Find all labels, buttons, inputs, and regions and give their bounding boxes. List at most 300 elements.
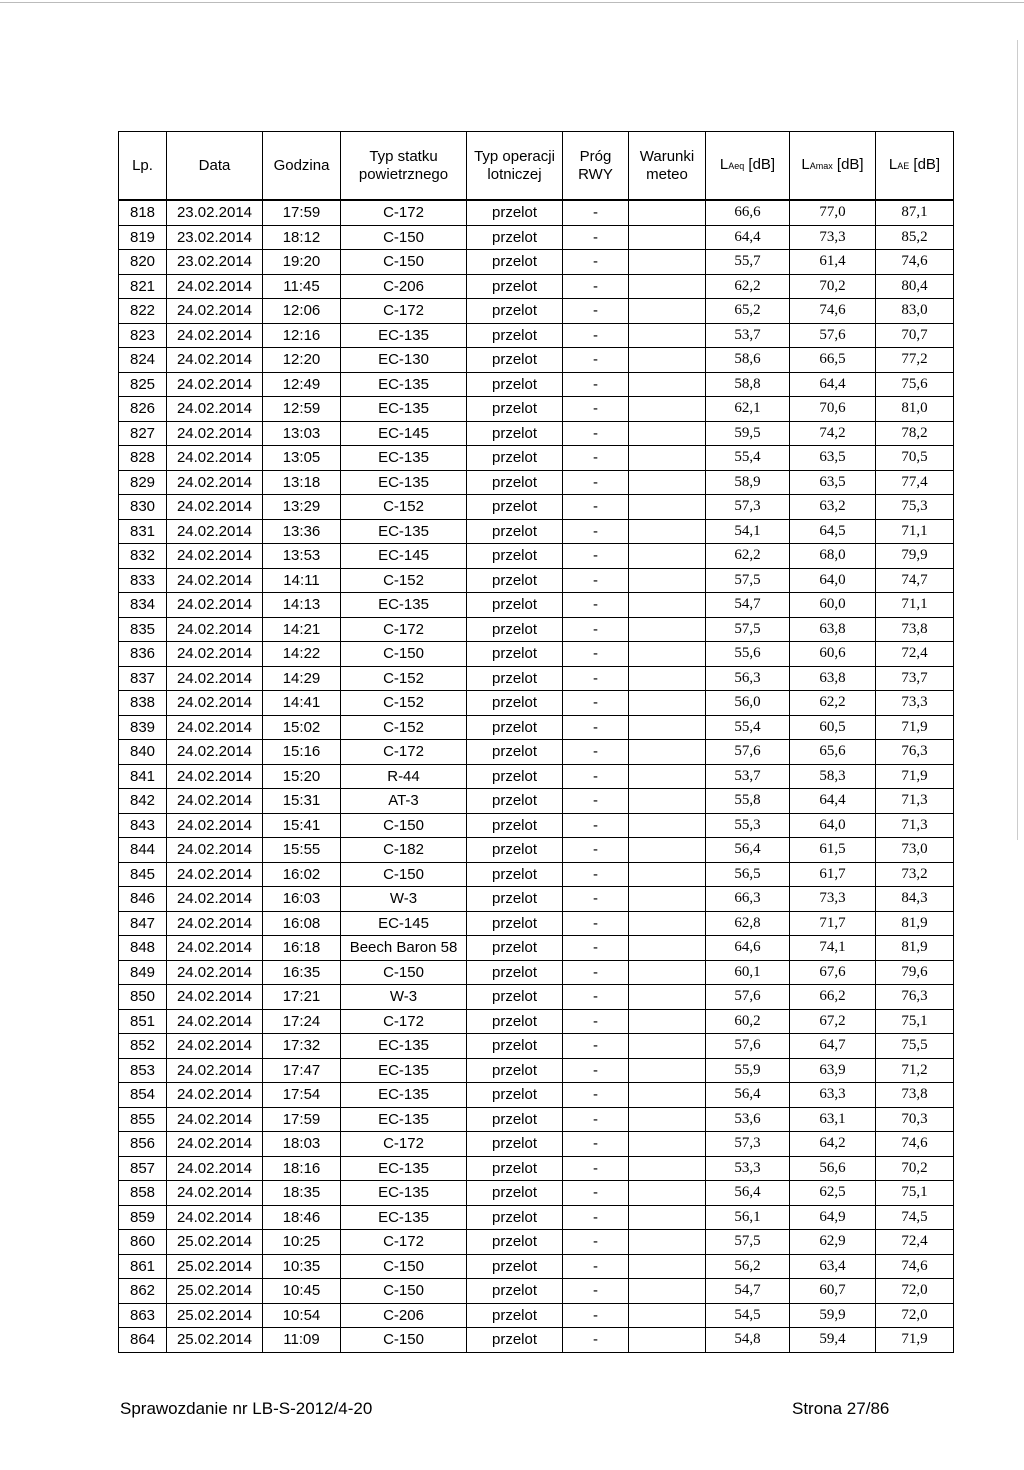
table-cell: 12:06 <box>263 299 341 324</box>
table-cell: 58,9 <box>706 470 790 495</box>
table-cell: przelot <box>467 838 563 863</box>
table-cell <box>629 1156 706 1181</box>
table-cell: - <box>563 568 629 593</box>
table-cell: 74,1 <box>790 936 876 961</box>
table-cell: 24.02.2014 <box>167 1009 263 1034</box>
table-cell: 843 <box>119 813 167 838</box>
table-row <box>119 1132 954 1157</box>
table-cell: 70,7 <box>876 323 954 348</box>
table-cell: 17:32 <box>263 1034 341 1059</box>
table-cell: 13:29 <box>263 495 341 520</box>
table-cell: 55,3 <box>706 813 790 838</box>
table-cell: 15:31 <box>263 789 341 814</box>
table-cell: 75,3 <box>876 495 954 520</box>
table-cell: 53,3 <box>706 1156 790 1181</box>
table-cell: 76,3 <box>876 985 954 1010</box>
table-cell <box>629 960 706 985</box>
table-cell: 838 <box>119 691 167 716</box>
table-row <box>119 862 954 887</box>
table-cell: 55,6 <box>706 642 790 667</box>
table-cell: 57,5 <box>706 1230 790 1255</box>
table-cell: 18:35 <box>263 1181 341 1206</box>
table-cell: 18:46 <box>263 1205 341 1230</box>
table-cell <box>629 348 706 373</box>
column-header-label: L <box>801 156 810 173</box>
table-cell: 64,5 <box>790 519 876 544</box>
table-cell: przelot <box>467 372 563 397</box>
report-number: Sprawozdanie nr LB-S-2012/4-20 <box>120 1399 373 1418</box>
table-cell: C-150 <box>341 250 467 275</box>
table-cell: 18:16 <box>263 1156 341 1181</box>
table-cell: 24.02.2014 <box>167 617 263 642</box>
table-cell: EC-135 <box>341 323 467 348</box>
column-header <box>876 132 954 201</box>
table-cell: 24.02.2014 <box>167 1132 263 1157</box>
column-header-subscript: AE <box>897 161 910 171</box>
table-row <box>119 568 954 593</box>
table-cell <box>629 887 706 912</box>
table-cell: 75,6 <box>876 372 954 397</box>
table-cell: - <box>563 299 629 324</box>
table-cell: - <box>563 617 629 642</box>
table-cell: 17:21 <box>263 985 341 1010</box>
table-cell: 23.02.2014 <box>167 250 263 275</box>
table-cell: 77,4 <box>876 470 954 495</box>
table-cell: przelot <box>467 568 563 593</box>
table-cell: 55,9 <box>706 1058 790 1083</box>
table-cell <box>629 299 706 324</box>
table-cell <box>629 1034 706 1059</box>
table-cell: 861 <box>119 1254 167 1279</box>
table-cell: - <box>563 372 629 397</box>
table-cell: 24.02.2014 <box>167 299 263 324</box>
table-cell: 24.02.2014 <box>167 887 263 912</box>
table-cell: 60,0 <box>790 593 876 618</box>
table-cell: 66,3 <box>706 887 790 912</box>
table-cell: przelot <box>467 813 563 838</box>
table-cell: - <box>563 666 629 691</box>
table-cell: 59,4 <box>790 1328 876 1353</box>
table-cell: C-152 <box>341 495 467 520</box>
table-cell <box>629 1009 706 1034</box>
table-cell: 71,9 <box>876 764 954 789</box>
table-cell <box>629 1132 706 1157</box>
table-cell: 16:18 <box>263 936 341 961</box>
table-cell: EC-135 <box>341 1181 467 1206</box>
table-cell: - <box>563 813 629 838</box>
table-cell: przelot <box>467 274 563 299</box>
table-row <box>119 593 954 618</box>
table-cell: przelot <box>467 397 563 422</box>
table-cell: 62,2 <box>706 544 790 569</box>
table-cell: 15:20 <box>263 764 341 789</box>
table-cell: 12:20 <box>263 348 341 373</box>
table-cell: 75,1 <box>876 1009 954 1034</box>
table-cell: - <box>563 691 629 716</box>
table-cell: 24.02.2014 <box>167 1058 263 1083</box>
table-row <box>119 1181 954 1206</box>
table-cell: 24.02.2014 <box>167 372 263 397</box>
table-cell: EC-135 <box>341 1058 467 1083</box>
table-cell: 846 <box>119 887 167 912</box>
table-cell: 62,1 <box>706 397 790 422</box>
table-cell: 54,7 <box>706 1279 790 1304</box>
table-cell: przelot <box>467 544 563 569</box>
table-cell <box>629 274 706 299</box>
table-cell: przelot <box>467 642 563 667</box>
column-header <box>341 132 467 201</box>
table-cell: Beech Baron 58 <box>341 936 467 961</box>
table-row <box>119 1205 954 1230</box>
table-cell: - <box>563 1009 629 1034</box>
table-cell <box>629 200 706 225</box>
table-cell: 63,1 <box>790 1107 876 1132</box>
table-cell: 864 <box>119 1328 167 1353</box>
table-cell: 12:16 <box>263 323 341 348</box>
table-cell <box>629 225 706 250</box>
table-cell <box>629 813 706 838</box>
table-cell: 17:59 <box>263 200 341 225</box>
table-cell: 14:29 <box>263 666 341 691</box>
table-cell: 860 <box>119 1230 167 1255</box>
table-cell: EC-145 <box>341 544 467 569</box>
table-row <box>119 348 954 373</box>
table-row <box>119 960 954 985</box>
table-cell: EC-135 <box>341 470 467 495</box>
table-row <box>119 1254 954 1279</box>
table-cell: 64,4 <box>706 225 790 250</box>
table-cell: 60,7 <box>790 1279 876 1304</box>
table-cell: 24.02.2014 <box>167 495 263 520</box>
table-cell: - <box>563 1083 629 1108</box>
table-cell: 842 <box>119 789 167 814</box>
table-cell: 25.02.2014 <box>167 1230 263 1255</box>
table-cell: 64,4 <box>790 372 876 397</box>
table-cell: 57,5 <box>706 617 790 642</box>
table-cell: 73,8 <box>876 1083 954 1108</box>
table-cell: 13:18 <box>263 470 341 495</box>
table-cell: 74,6 <box>876 1132 954 1157</box>
table-cell: przelot <box>467 666 563 691</box>
table-cell: 24.02.2014 <box>167 789 263 814</box>
table-cell: 56,3 <box>706 666 790 691</box>
table-cell: 56,4 <box>706 838 790 863</box>
table-cell: - <box>563 789 629 814</box>
table-cell: 18:12 <box>263 225 341 250</box>
column-header-label: Typ statku powietrznego <box>358 147 449 183</box>
table-cell: 828 <box>119 446 167 471</box>
table-cell: - <box>563 1034 629 1059</box>
table-cell: - <box>563 764 629 789</box>
column-header <box>119 132 167 201</box>
table-cell: 63,8 <box>790 666 876 691</box>
table-cell: przelot <box>467 225 563 250</box>
table-cell: 24.02.2014 <box>167 1205 263 1230</box>
table-cell: 70,6 <box>790 397 876 422</box>
table-cell: przelot <box>467 495 563 520</box>
table-cell: 73,3 <box>790 225 876 250</box>
table-cell <box>629 838 706 863</box>
table-cell: 830 <box>119 495 167 520</box>
table-cell: C-150 <box>341 1328 467 1353</box>
table-cell: 71,3 <box>876 789 954 814</box>
table-cell: 845 <box>119 862 167 887</box>
table-cell: 859 <box>119 1205 167 1230</box>
table-cell: C-150 <box>341 862 467 887</box>
table-cell: 837 <box>119 666 167 691</box>
table-cell: EC-135 <box>341 1034 467 1059</box>
table-cell: 63,9 <box>790 1058 876 1083</box>
table-cell: 835 <box>119 617 167 642</box>
table-cell: przelot <box>467 421 563 446</box>
column-header-label: Data <box>198 156 231 174</box>
table-row <box>119 544 954 569</box>
table-cell: 59,9 <box>790 1303 876 1328</box>
table-cell: 848 <box>119 936 167 961</box>
table-cell: 85,2 <box>876 225 954 250</box>
table-cell <box>629 568 706 593</box>
table-cell <box>629 544 706 569</box>
table-cell: 80,4 <box>876 274 954 299</box>
table-row <box>119 1083 954 1108</box>
table-cell: 73,3 <box>790 887 876 912</box>
table-cell: 61,7 <box>790 862 876 887</box>
table-cell: przelot <box>467 323 563 348</box>
column-header-subscript: Aeq <box>728 161 745 171</box>
table-cell: - <box>563 225 629 250</box>
table-cell: 852 <box>119 1034 167 1059</box>
table-cell <box>629 740 706 765</box>
table-cell: 11:09 <box>263 1328 341 1353</box>
table-cell: 64,0 <box>790 813 876 838</box>
table-row <box>119 495 954 520</box>
table-cell: 74,6 <box>876 1254 954 1279</box>
table-cell: 15:16 <box>263 740 341 765</box>
table-cell: 14:41 <box>263 691 341 716</box>
table-row <box>119 470 954 495</box>
table-cell: - <box>563 936 629 961</box>
table-cell: 71,7 <box>790 911 876 936</box>
table-cell: 53,7 <box>706 764 790 789</box>
table-cell: przelot <box>467 1083 563 1108</box>
table-cell: - <box>563 887 629 912</box>
table-cell: 84,3 <box>876 887 954 912</box>
table-cell: - <box>563 1156 629 1181</box>
table-cell: 63,4 <box>790 1254 876 1279</box>
table-cell: 68,0 <box>790 544 876 569</box>
table-cell: przelot <box>467 764 563 789</box>
table-cell: - <box>563 985 629 1010</box>
table-cell: 12:49 <box>263 372 341 397</box>
table-row <box>119 1034 954 1059</box>
table-cell: - <box>563 911 629 936</box>
table-cell: 58,8 <box>706 372 790 397</box>
table-cell: 57,6 <box>706 1034 790 1059</box>
table-cell: 825 <box>119 372 167 397</box>
table-cell: 24.02.2014 <box>167 568 263 593</box>
table-cell: 24.02.2014 <box>167 691 263 716</box>
table-cell: przelot <box>467 1254 563 1279</box>
table-cell <box>629 446 706 471</box>
table-cell: - <box>563 862 629 887</box>
table-cell: 822 <box>119 299 167 324</box>
table-cell <box>629 372 706 397</box>
table-row <box>119 789 954 814</box>
table-cell: C-172 <box>341 740 467 765</box>
table-cell: 72,0 <box>876 1303 954 1328</box>
table-cell: 55,4 <box>706 446 790 471</box>
table-cell: 58,6 <box>706 348 790 373</box>
table-cell: przelot <box>467 960 563 985</box>
table-cell: - <box>563 519 629 544</box>
table-cell <box>629 862 706 887</box>
table-cell: 71,1 <box>876 593 954 618</box>
table-cell: EC-135 <box>341 1107 467 1132</box>
table-cell: 16:02 <box>263 862 341 887</box>
table-cell: 841 <box>119 764 167 789</box>
table-cell: 57,6 <box>790 323 876 348</box>
column-header-label: Próg RWY <box>578 147 613 183</box>
table-cell: 77,0 <box>790 200 876 225</box>
table-cell <box>629 715 706 740</box>
column-header-label: Warunki meteo <box>639 147 695 183</box>
table-cell: W-3 <box>341 985 467 1010</box>
table-cell: przelot <box>467 1034 563 1059</box>
table-row <box>119 200 954 225</box>
table-cell: 24.02.2014 <box>167 274 263 299</box>
table-cell: 64,7 <box>790 1034 876 1059</box>
table-cell: 24.02.2014 <box>167 1083 263 1108</box>
table-cell: 863 <box>119 1303 167 1328</box>
table-cell: - <box>563 470 629 495</box>
table-cell: 55,4 <box>706 715 790 740</box>
table-cell: C-150 <box>341 813 467 838</box>
table-cell: 17:24 <box>263 1009 341 1034</box>
table-cell: 12:59 <box>263 397 341 422</box>
table-cell: przelot <box>467 617 563 642</box>
table-cell: 856 <box>119 1132 167 1157</box>
table-cell: przelot <box>467 985 563 1010</box>
column-header-unit: [dB] <box>832 156 864 173</box>
table-cell: - <box>563 200 629 225</box>
table-cell: 857 <box>119 1156 167 1181</box>
table-cell: 74,6 <box>876 250 954 275</box>
table-cell: - <box>563 1058 629 1083</box>
table-cell: 63,2 <box>790 495 876 520</box>
table-cell: 832 <box>119 544 167 569</box>
table-cell <box>629 691 706 716</box>
table-cell: 24.02.2014 <box>167 1156 263 1181</box>
table-cell: 54,1 <box>706 519 790 544</box>
table-cell: 15:55 <box>263 838 341 863</box>
column-header-label: Lp. <box>132 156 153 174</box>
table-cell: 57,6 <box>706 740 790 765</box>
table-cell: 854 <box>119 1083 167 1108</box>
table-cell: przelot <box>467 1009 563 1034</box>
table-cell <box>629 323 706 348</box>
table-cell <box>629 764 706 789</box>
table-cell: 821 <box>119 274 167 299</box>
table-cell: 24.02.2014 <box>167 813 263 838</box>
table-cell: 11:45 <box>263 274 341 299</box>
table-cell: 56,2 <box>706 1254 790 1279</box>
table-cell: 62,5 <box>790 1181 876 1206</box>
table-cell: 73,8 <box>876 617 954 642</box>
table-cell: przelot <box>467 250 563 275</box>
table-cell: przelot <box>467 887 563 912</box>
table-cell: C-172 <box>341 1009 467 1034</box>
table-cell: 24.02.2014 <box>167 1181 263 1206</box>
table-cell: 57,3 <box>706 1132 790 1157</box>
table-cell: 71,9 <box>876 715 954 740</box>
table-cell: - <box>563 838 629 863</box>
column-header-label: Godzina <box>273 156 330 174</box>
table-cell: - <box>563 397 629 422</box>
table-cell: EC-135 <box>341 397 467 422</box>
table-cell: 10:25 <box>263 1230 341 1255</box>
table-cell: C-172 <box>341 200 467 225</box>
table-cell: 24.02.2014 <box>167 519 263 544</box>
table-cell: 10:54 <box>263 1303 341 1328</box>
table-cell: 60,1 <box>706 960 790 985</box>
table-cell: 74,2 <box>790 421 876 446</box>
table-cell: 62,9 <box>790 1230 876 1255</box>
table-cell: 63,5 <box>790 470 876 495</box>
table-cell: 66,5 <box>790 348 876 373</box>
table-cell: przelot <box>467 1132 563 1157</box>
table-cell: 850 <box>119 985 167 1010</box>
table-cell: 24.02.2014 <box>167 593 263 618</box>
table-cell: EC-135 <box>341 519 467 544</box>
table-cell: 71,3 <box>876 813 954 838</box>
table-cell <box>629 1181 706 1206</box>
table-cell: 14:13 <box>263 593 341 618</box>
table-cell: przelot <box>467 715 563 740</box>
table-cell: 24.02.2014 <box>167 862 263 887</box>
table-cell: 16:08 <box>263 911 341 936</box>
table-cell: 13:05 <box>263 446 341 471</box>
table-cell: C-182 <box>341 838 467 863</box>
table-cell: 62,2 <box>706 274 790 299</box>
table-cell: przelot <box>467 1156 563 1181</box>
table-cell: 14:11 <box>263 568 341 593</box>
table-cell: 16:35 <box>263 960 341 985</box>
table-cell: 54,8 <box>706 1328 790 1353</box>
table-cell: 831 <box>119 519 167 544</box>
column-header <box>629 132 706 201</box>
table-cell: 24.02.2014 <box>167 642 263 667</box>
table-cell: 823 <box>119 323 167 348</box>
table-cell: - <box>563 1254 629 1279</box>
table-cell: - <box>563 1107 629 1132</box>
table-cell: 70,5 <box>876 446 954 471</box>
table-cell: 65,6 <box>790 740 876 765</box>
table-cell: R-44 <box>341 764 467 789</box>
column-header <box>263 132 341 201</box>
table-cell: C-172 <box>341 617 467 642</box>
table-cell: 17:54 <box>263 1083 341 1108</box>
table-cell <box>629 519 706 544</box>
table-cell: 847 <box>119 911 167 936</box>
table-cell: - <box>563 274 629 299</box>
table-cell: 834 <box>119 593 167 618</box>
table-cell: 851 <box>119 1009 167 1034</box>
table-cell: 15:41 <box>263 813 341 838</box>
table-cell: 56,0 <box>706 691 790 716</box>
table-cell: 74,7 <box>876 568 954 593</box>
table-cell: 829 <box>119 470 167 495</box>
table-cell: 67,6 <box>790 960 876 985</box>
